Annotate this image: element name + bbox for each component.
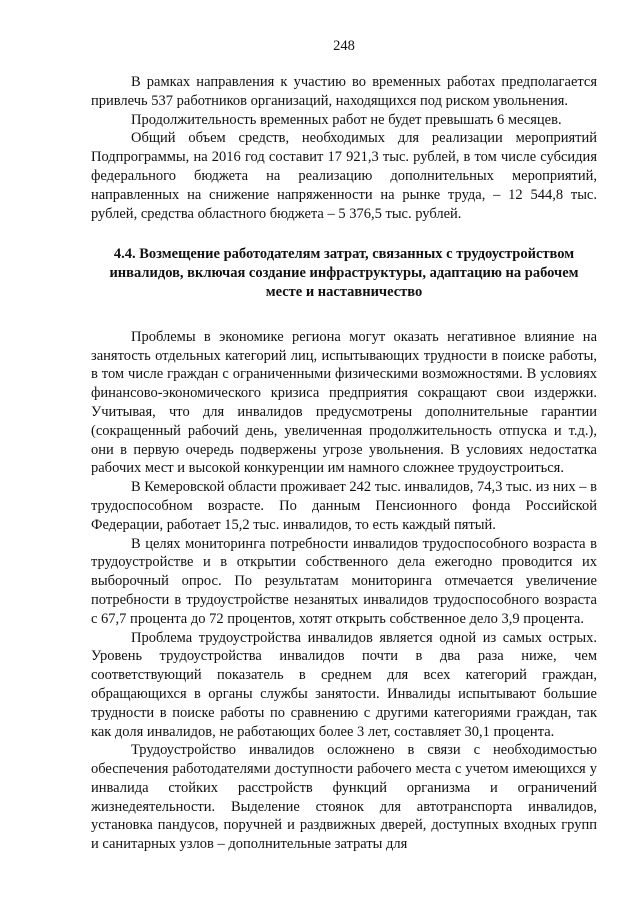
section-heading: 4.4. Возмещение работодателям затрат, связанных с трудоустройством инвалидов, включая создание инфраструктуры, адаптацию на рабочем месте и наставничество	[109, 246, 579, 300]
paragraph-kemerovo-statistics: В Кемеровской области проживает 242 тыс. инвалидов, 74,3 тыс. из них – в трудоспособном возрасте. По данным Пенсионного фонда Российской Федерации, работает 15,2 тыс. инвалидов, то есть каждый пятый.	[91, 479, 597, 533]
paragraph-temporary-work: В рамках направления к участию во временных работах предполагается привлечь 537 работников организаций, находящихся под риском увольнения.	[91, 74, 597, 109]
paragraph-monitoring: В целях мониторинга потребности инвалидов трудоспособного возраста в трудоустройстве и в открытии собственного дела ежегодно проводится их выборочный опрос. По результатам мониторинга отмечается увеличение потребности в трудоустройстве незанятых инвалидов трудоспособного возраста с 67,7 процента до 72 процентов, хотят открыть собственное дело 3,9 процента.	[91, 535, 597, 627]
paragraph-accessibility-costs: Трудоустройство инвалидов осложнено в связи с необходимостью обеспечения работодателями доступности рабочего места с учетом имеющихся у инвалида стойких расстройств функций организма и ограничений жизнедеятельности. Выделение стоянок для автотранспорта инвалидов, установка пандусов, поручней и раздвижных дверей, доступных входных групп и санитарных узлов – дополнительные затраты для	[91, 742, 597, 853]
paragraph-employment-problem: Проблема трудоустройства инвалидов является одной из самых острых. Уровень трудоустройства инвалидов почти в два раза ниже, чем соответствующий показатель в среднем для всех категорий граждан, обращающихся в органы службы занятости. Инвалиды испытывают большие трудности в поиске работы по сравнению с другими категориями граждан, так как доля инвалидов, не работающих более 3 лет, составляет 30,1 процента.	[91, 629, 597, 740]
document-page	[91, 37, 597, 854]
page-number: 248	[333, 38, 355, 54]
paragraph-duration: Продолжительность временных работ не будет превышать 6 месяцев.	[131, 111, 562, 128]
paragraph-regional-problems: Проблемы в экономике региона могут оказать негативное влияние на занятость отдельных категорий лиц, испытывающих трудности в поиске работы, в том числе граждан с ограниченными физическими возможностями. В условиях финансово-экономического кризиса предприятия сокращают свои издержки. Учитывая, что для инвалидов предусмотрены дополнительные гарантии (сокращенный рабочий день, увеличенная продолжительность отпуска и т.д.), они в первую очередь подвержены угрозе увольнения. В условиях недостатка рабочих мест и высокой конкуренции им намного сложнее трудоустроиться.	[91, 328, 597, 477]
paragraph-funding: Общий объем средств, необходимых для реализации мероприятий Подпрограммы, на 2016 год составит 17 921,3 тыс. рублей, в том числе субсидия федерального бюджета на реализацию дополнительных мероприятий, направленных на снижение напряженности на рынке труда, – 12 544,8 тыс. рублей, средства областного бюджета – 5 376,5 тыс. рублей.	[91, 130, 597, 222]
